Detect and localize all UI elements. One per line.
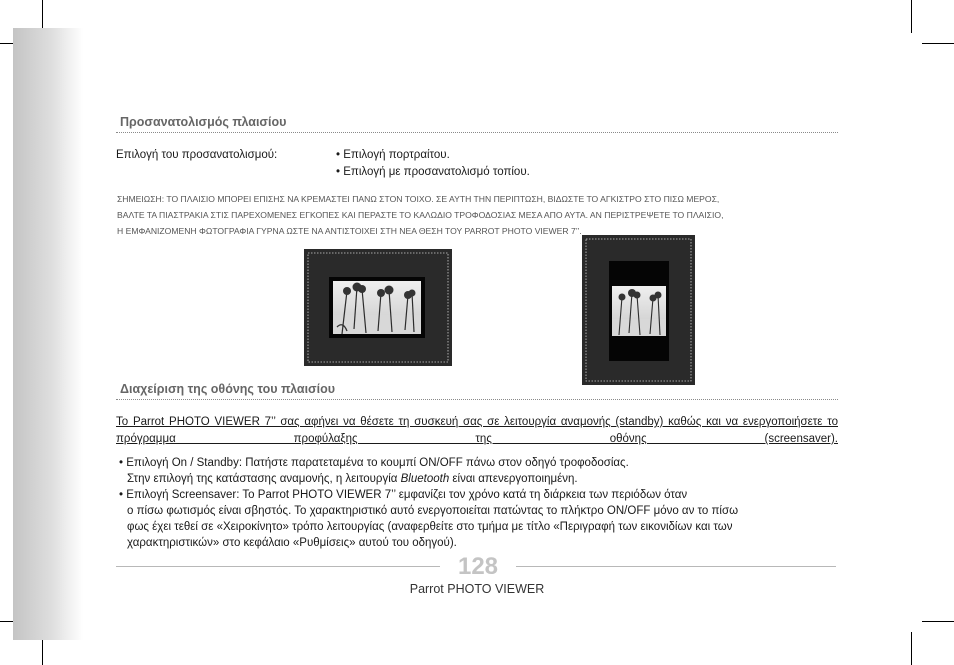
crop-mark xyxy=(922,621,954,622)
wall-mount-note xyxy=(117,191,842,239)
screen-management-intro: Το Parrot PHOTO VIEWER 7’’ σας αφήνει να θέσετε τη συσκευή σας σε λειτουργία αναμονής (standby) καθώς και να ενεργοποιήσετε το πρόγραμμα προφύλαξης της οθόνης (screensaver). xyxy=(116,416,838,445)
landscape-frame-photo xyxy=(304,249,452,366)
section-title-orientation: Προσανατολισμός πλαισίου xyxy=(120,115,287,129)
footer-rule-right xyxy=(516,566,836,567)
note-line: ΣΗΜΕΙΩΣΗ: ΤΟ ΠΛΑΙΣΙΟ ΜΠΟΡΕΙ ΕΠΙΣΗΣ ΝΑ ΚΡΕΜΑΣΤΕΙ ΠΑΝΩ ΣΤΟΝ ΤΟΙΧΟ. ΣΕ ΑΥΤΗ ΤΗΝ ΠΕΡΙΠΤΩΣΗ, ΒΙΔΩΣΤΕ ΤΟ ΑΓΚΙΣΤΡΟ ΣΤΟ ΠΙΣΩ ΜΕΡΟΣ, xyxy=(117,194,720,204)
orientation-option-portrait: • Επιλογή πορτραίτου. xyxy=(336,149,450,161)
screensaver-option-text: • Επιλογή Screensaver: To Parrot PHOTO VIEWER 7’’ εμφανίζει τον χρόνο κατά τη διάρκεια των περιόδων όταν xyxy=(119,489,688,501)
page-number: 128 xyxy=(457,553,499,580)
crop-mark xyxy=(911,632,912,665)
bluetooth-term: Bluetooth xyxy=(400,473,450,485)
screensaver-detail-line: φως έχει τεθεί σε «Χειροκίνητο» τρόπο λειτουργίας (αναφερθείτε στο τμήμα με τίτλο «Περιγραφή των εικονιδίων και των xyxy=(127,521,733,533)
standby-detail-text: Στην επιλογή της κατάστασης αναμονής, η λειτουργία xyxy=(127,473,401,485)
note-line: Η ΕΜΦΑΝΙΖΟΜΕΝΗ ΦΩΤΟΓΡΑΦΙΑ ΓΥΡΝΑ ΩΣΤΕ ΝΑ ΑΝΤΙΣΤΟΙΧΕΙ ΣΤΗ ΝΕΑ ΘΕΣΗ ΤΟΥ PARROT PHOTO VIEWER 7’’. xyxy=(117,226,582,236)
dotted-divider xyxy=(116,399,838,400)
screensaver-detail-line: χαρακτηριστικών» στο κεφάλαιο «Ρυθμίσεις» αυτού του οδηγού). xyxy=(127,537,457,549)
list-item xyxy=(119,455,844,487)
standby-detail-text: είναι απενεργοποιημένη. xyxy=(449,473,578,485)
standby-option-text: • Επιλογή On / Standby: Πατήστε παρατεταμένα το κουμπί ON/OFF πάνω στον οδηγό τροφοδοσίας. xyxy=(119,457,629,469)
crop-mark xyxy=(922,43,954,44)
footer-brand: Parrot PHOTO VIEWER xyxy=(409,582,545,596)
orientation-label: Επιλογή του προσανατολισμού: xyxy=(116,149,278,161)
orientation-option-landscape: • Επιλογή με προσανατολισμό τοπίου. xyxy=(336,166,530,178)
dotted-divider xyxy=(116,132,838,133)
note-line: ΒΑΛΤΕ ΤΑ ΠΙΑΣΤΡΑΚΙΑ ΣΤΙΣ ΠΑΡΕΧΟΜΕΝΕΣ ΕΓΚΟΠΕΣ ΚΑΙ ΠΕΡΑΣΤΕ ΤΟ ΚΑΛΩΔΙΟ ΤΡΟΦΟΔΟΣΙΑΣ ΜΕΣΑ ΑΠΟ ΑΥΤΑ. ΑΝ ΠΕΡΙΣΤΡΕΨΕΤΕ ΤΟ ΠΛΑΙΣΙΟ, xyxy=(117,210,724,220)
page-side-band xyxy=(13,28,83,640)
footer-rule-left xyxy=(116,566,440,567)
section-title-screen-management: Διαχείριση της οθόνης του πλαισίου xyxy=(120,382,335,396)
standby-option-detail xyxy=(119,471,844,487)
screensaver-detail xyxy=(119,503,844,551)
screensaver-detail-line: ο πίσω φωτισμός είναι σβηστός. Το χαρακτηριστικό αυτό ενεργοποιείται πατώντας το πλήκτρο ON/OFF μόνο αν το πίσω xyxy=(127,505,739,517)
screen-options-list xyxy=(119,455,844,551)
portrait-frame-photo xyxy=(582,235,695,385)
crop-mark xyxy=(911,0,912,33)
list-item xyxy=(119,487,844,551)
